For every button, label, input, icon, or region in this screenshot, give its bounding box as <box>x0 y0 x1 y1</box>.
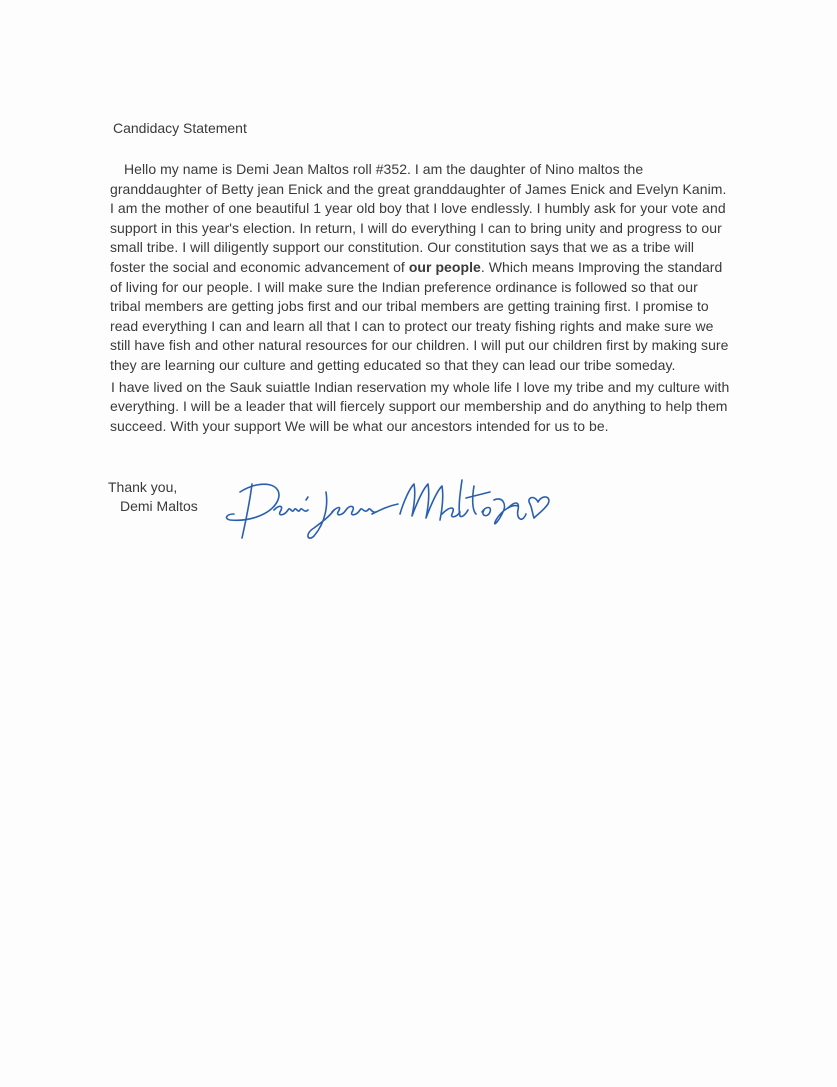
closing-salutation: Thank you, <box>108 479 178 495</box>
statement-body <box>110 160 732 436</box>
closing-block <box>108 478 198 516</box>
paragraph-1-text-b: . Which means Improving the standard of living for our people. I will make sure the Indian preference ordinance is followed so that our tribal members are getting jobs first and our tribal members are getting training first. I promise to read everything I can and learn all that I can to protect our treaty fishing rights and make sure we still have fish and other natural resources for our children. I will put our children first by making sure they are learning our culture and getting educated so that they can lead our tribe someday. <box>110 258 729 373</box>
paragraph-1-text-a: Hello my name is Demi Jean Maltos roll #352. I am the daughter of Nino maltos the granddaughter of Betty jean Enick and the great granddaughter of James Enick and Evelyn Kanim. I am the mother of one beautiful 1 year old boy that I love endlessly. I humbly ask for your vote and support in this year's election. In return, I will do everything I can to bring unity and progress to our small tribe. I will diligently support our constitution. Our constitution says that we as a tribe will foster the social and economic advancement of <box>110 161 727 275</box>
signer-name: Demi Maltos <box>120 498 198 514</box>
paragraph-1-bold-phrase: our people <box>408 258 481 275</box>
document-title: Candidacy Statement <box>113 120 247 136</box>
paragraph-2: I have lived on the Sauk suiattle Indian reservation my whole life I love my tribe and my culture with everything. I will be a leader that will fiercely support our membership and do anything to help them succeed. With your support We will be what our ancestors intended for us to be. <box>110 378 730 434</box>
paragraph-1 <box>110 160 732 376</box>
handwritten-signature <box>222 470 562 550</box>
